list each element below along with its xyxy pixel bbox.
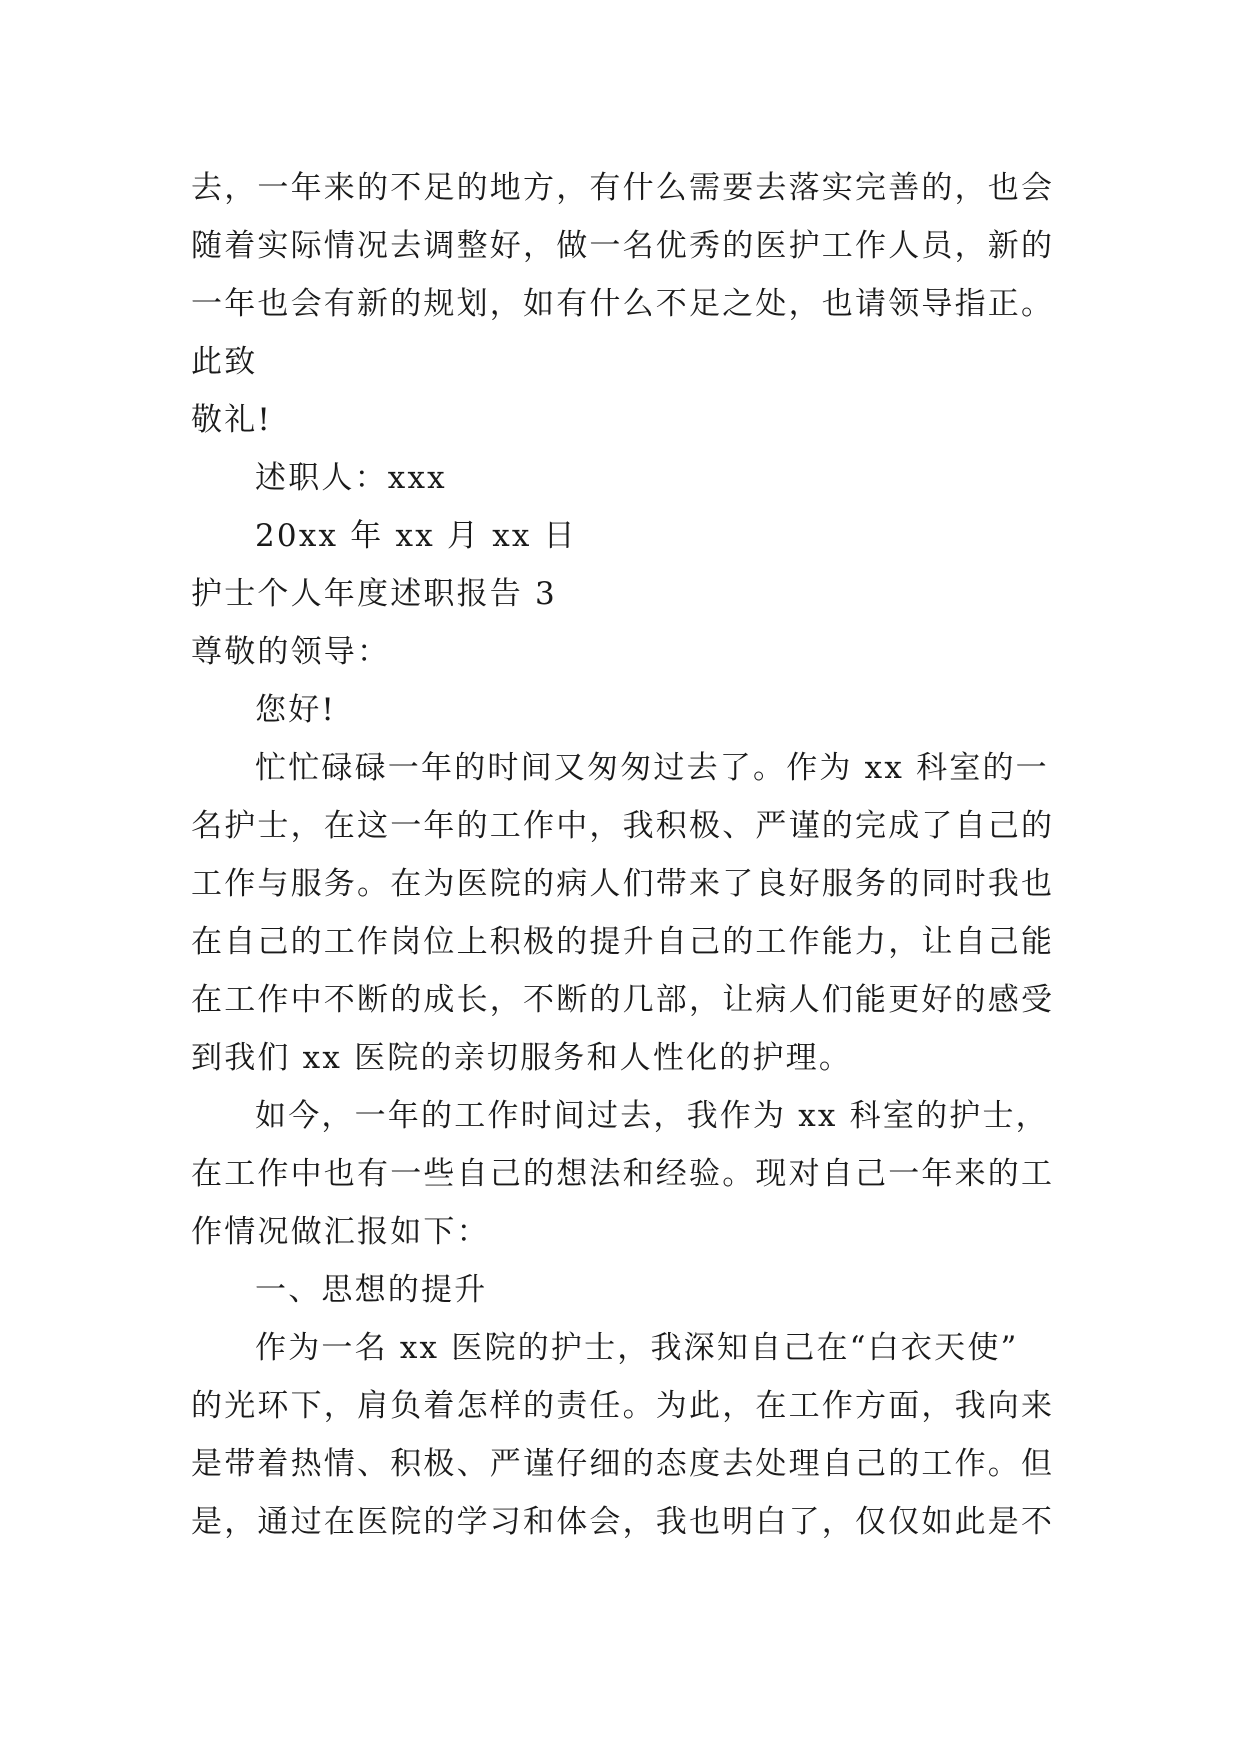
body-line: 如今，一年的工作时间过去，我作为 xx 科室的护士， <box>255 1098 1049 1134</box>
section-title: 护士个人年度述职报告 3 <box>191 576 557 612</box>
body-line: 忙忙碌碌一年的时间又匆匆过去了。作为 xx 科室的一 <box>255 750 1049 786</box>
body-line: 是，通过在医院的学习和体会，我也明白了，仅仅如此是不 <box>191 1504 1055 1540</box>
body-line: 作情况做汇报如下： <box>191 1214 490 1250</box>
subsection-heading: 一、思想的提升 <box>255 1272 488 1308</box>
closing-phrase: 此致 <box>191 344 258 380</box>
body-line: 工作与服务。在为医院的病人们带来了良好服务的同时我也 <box>191 866 1055 902</box>
body-line: 名护士，在这一年的工作中，我积极、严谨的完成了自己的 <box>191 808 1055 844</box>
body-line: 去，一年来的不足的地方，有什么需要去落实完善的，也会 <box>191 170 1055 206</box>
body-line: 作为一名 xx 医院的护士，我深知自己在“白衣天使” <box>255 1330 1019 1366</box>
body-line: 到我们 xx 医院的亲切服务和人性化的护理。 <box>191 1040 853 1076</box>
body-line: 是带着热情、积极、严谨仔细的态度去处理自己的工作。但 <box>191 1446 1055 1482</box>
signature-line: 述职人：xxx <box>255 460 447 496</box>
body-line: 一年也会有新的规划，如有什么不足之处，也请领导指正。 <box>191 286 1055 322</box>
body-line: 在自己的工作岗位上积极的提升自己的工作能力，让自己能 <box>191 924 1055 960</box>
body-line: 在工作中也有一些自己的想法和经验。现对自己一年来的工 <box>191 1156 1055 1192</box>
salutation: 尊敬的领导： <box>191 634 391 670</box>
body-line: 在工作中不断的成长，不断的几部，让病人们能更好的感受 <box>191 982 1055 1018</box>
date-line: 20xx 年 xx 月 xx 日 <box>255 518 577 554</box>
greeting: 您好! <box>255 692 337 728</box>
body-line: 的光环下，肩负着怎样的责任。为此，在工作方面，我向来 <box>191 1388 1055 1424</box>
body-line: 随着实际情况去调整好，做一名优秀的医护工作人员，新的 <box>191 228 1055 264</box>
closing-salute: 敬礼! <box>191 402 273 438</box>
